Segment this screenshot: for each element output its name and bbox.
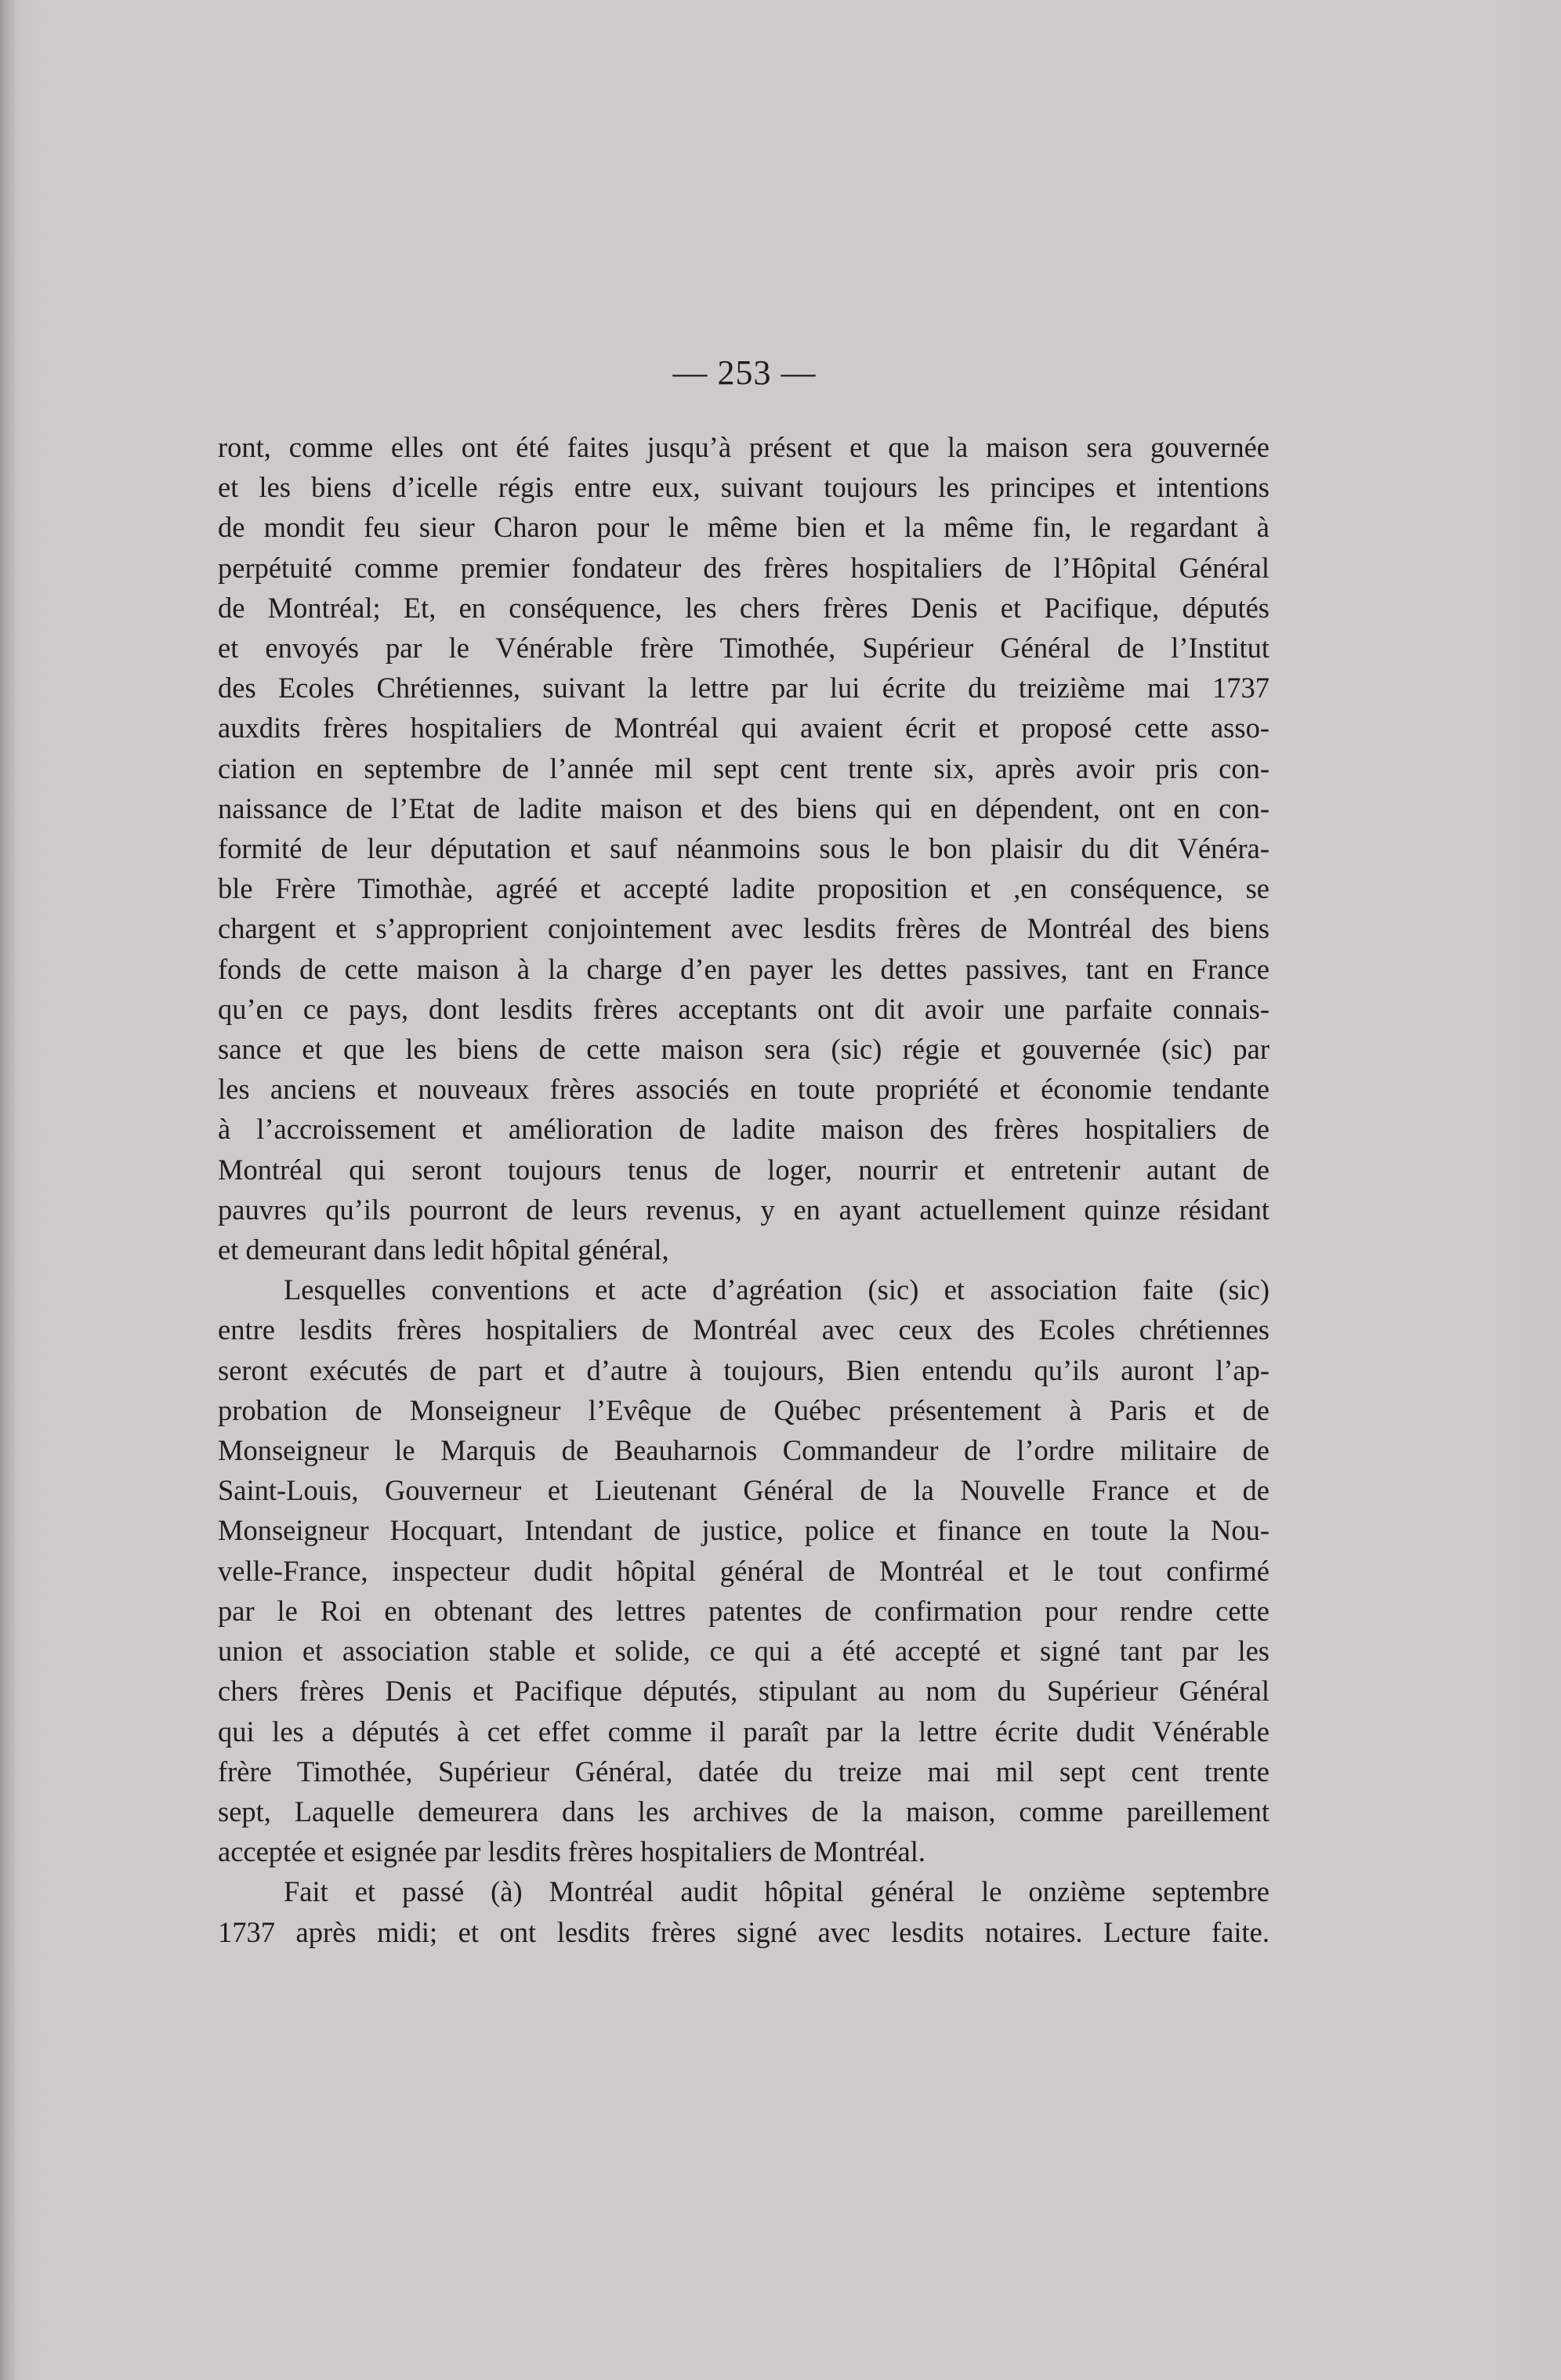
text-line: pauvres qu’ils pourront de leurs revenus, y en ayant actuellement quinze résidant xyxy=(218,1193,1269,1226)
text-line: ble Frère Timothàe, agréé et accepté ladite proposition et ,en conséquence, se xyxy=(218,872,1269,905)
paragraph-3 xyxy=(218,1871,1269,1951)
text-line: qu’en ce pays, dont lesdits frères acceptants ont dit avoir une parfaite connais- xyxy=(218,992,1269,1025)
text-line: seront exécutés de part et d’autre à toujours, Bien entendu qu’ils auront l’ap- xyxy=(218,1353,1269,1386)
text-line: Montréal qui seront toujours tenus de loger, nourrir et entretenir autant de xyxy=(218,1153,1269,1186)
text-line: chargent et s’approprient conjointement avec lesdits frères de Montréal des biens xyxy=(218,912,1269,945)
text-line: union et association stable et solide, ce qui a été accepté et signé tant par les xyxy=(218,1635,1269,1668)
text-line: de Montréal; Et, en conséquence, les chers frères Denis et Pacifique, députés xyxy=(218,591,1269,624)
text-line: acceptée et esignée par lesdits frères hospitaliers de Montréal. xyxy=(218,1835,925,1868)
text-line: perpétuité comme premier fondateur des frères hospitaliers de l’Hôpital Général xyxy=(218,551,1269,584)
text-line: Monseigneur le Marquis de Beauharnois Commandeur de l’ordre militaire de xyxy=(218,1434,1269,1467)
text-line: probation de Monseigneur l’Evêque de Québec présentement à Paris et de xyxy=(218,1393,1269,1426)
text-line: Lesquelles conventions et acte d’agréation (sic) et association faite (sic) xyxy=(284,1273,1269,1306)
text-line: et les biens d’icelle régis entre eux, suivant toujours les principes et intentions xyxy=(218,471,1269,504)
text-line: des Ecoles Chrétiennes, suivant la lettre par lui écrite du treizième mai 1737 xyxy=(218,672,1269,705)
text-line: et envoyés par le Vénérable frère Timothée, Supérieur Général de l’Institut xyxy=(218,632,1269,665)
text-line: ciation en septembre de l’année mil sept cent trente six, après avoir pris con- xyxy=(218,752,1269,784)
text-line: Fait et passé (à) Montréal audit hôpital général le onzième septembre xyxy=(284,1875,1269,1908)
text-line: et demeurant dans ledit hôpital général, xyxy=(218,1233,669,1266)
text-line: qui les a députés à cet effet comme il paraît par la lettre écrite dudit Vénérable xyxy=(218,1715,1269,1748)
text-line: chers frères Denis et Pacifique députés, stipulant au nom du Supérieur Général xyxy=(218,1675,1269,1708)
text-line: sance et que les biens de cette maison sera (sic) régie et gouvernée (sic) par xyxy=(218,1033,1269,1066)
text-line: entre lesdits frères hospitaliers de Montréal avec ceux des Ecoles chrétiennes xyxy=(218,1313,1269,1346)
text-line: fonds de cette maison à la charge d’en payer les dettes passives, tant en France xyxy=(218,952,1269,985)
text-line: les anciens et nouveaux frères associés en toute propriété et économie tendante xyxy=(218,1073,1269,1106)
text-line: sept, Laquelle demeurera dans les archives de la maison, comme pareillement xyxy=(218,1795,1269,1828)
text-line: velle-France, inspecteur dudit hôpital général de Montréal et le tout confirmé xyxy=(218,1554,1269,1587)
text-line: formité de leur députation et sauf néanmoins sous le bon plaisir du dit Vénéra- xyxy=(218,832,1269,865)
text-line: par le Roi en obtenant des lettres patentes de confirmation pour rendre cette xyxy=(218,1594,1269,1627)
text-line: de mondit feu sieur Charon pour le même bien et la même fin, le regardant à xyxy=(218,511,1269,544)
text-line: auxdits frères hospitaliers de Montréal qui avaient écrit et proposé cette asso- xyxy=(218,712,1269,744)
paragraph-2 xyxy=(218,1270,1269,1871)
binding-shadow xyxy=(0,0,17,2380)
text-line: 1737 après midi; et ont lesdits frères signé avec lesdits notaires. Lecture faite. xyxy=(218,1915,1269,1948)
paragraph-1 xyxy=(218,427,1269,1270)
text-line: à l’accroissement et amélioration de ladite maison des frères hospitaliers de xyxy=(218,1113,1269,1146)
body-text xyxy=(218,427,1269,1952)
text-line: ront, comme elles ont été faites jusqu’à présent et que la maison sera gouvernée xyxy=(218,431,1269,463)
text-line: Saint-Louis, Gouverneur et Lieutenant Général de la Nouvelle France et de xyxy=(218,1474,1269,1507)
text-line: naissance de l’Etat de ladite maison et des biens qui en dépendent, ont en con- xyxy=(218,792,1269,824)
text-line: frère Timothée, Supérieur Général, datée du treize mai mil sept cent trente xyxy=(218,1755,1269,1788)
page-number: — 253 — xyxy=(672,353,817,392)
text-line: Monseigneur Hocquart, Intendant de justice, police et finance en toute la Nou- xyxy=(218,1514,1269,1547)
